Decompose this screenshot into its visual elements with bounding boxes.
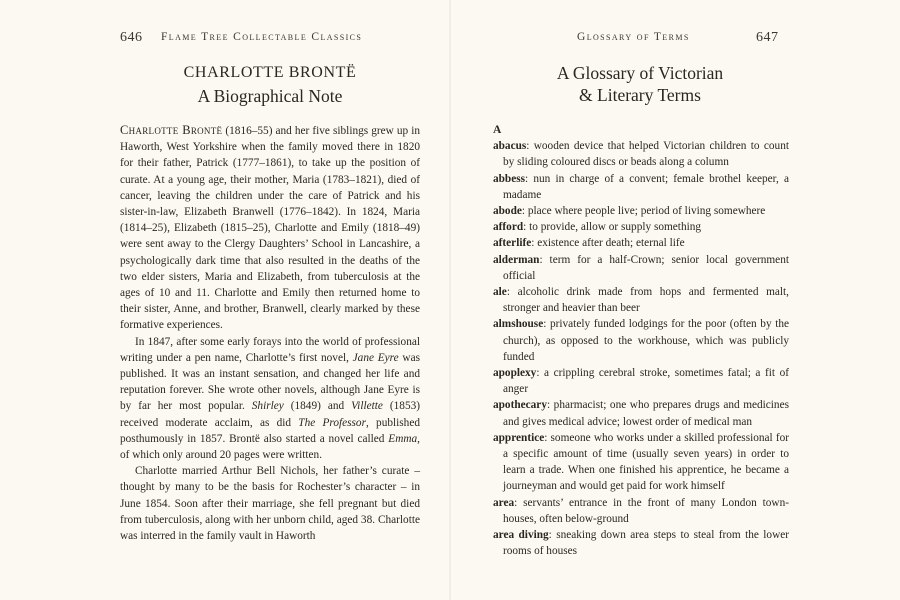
glossary-term: abbess [493,172,526,185]
left-page [80,0,450,600]
glossary-title-line2: & Literary Terms [579,85,701,105]
glossary-definition: : wooden device that helped Victorian children to count by sliding coloured discs or beads along a column [503,140,789,169]
glossary-entry [493,397,789,429]
biography-paragraph: Charlotte Brontë (1816–55) and her five siblings grew up in Haworth, West Yorkshire when the family moved there in 1820 for their father, Patrick (1777–1861), to take up the position of curate. At a young age, their mother, Maria (1783–1821), died of cancer, leaving the children under the care of Patrick and his sister-in-law, Elizabeth Branwell (1776–1842). In 1824, Maria (1814–25), Elizabeth (1815–25), Charlotte and Emily (1818–49) were sent away to the Clergy Daughters’ School in Lancashire, a psychologically dark time that also resulted in the deaths of the two elder sisters, Maria and Elizabeth, from tuberculosis at the ages of 10 and 11. Charlotte and Emily then returned home to their sister, Anne, and brother, Branwell, clearly marked by these formative experiences. [120,123,420,332]
glossary-term: apprentice [493,431,545,444]
glossary-term: afford [493,221,524,234]
biography-title-name: CHARLOTTE BRONTË [183,64,357,81]
biography-text [120,122,420,544]
glossary-term: almshouse [493,318,544,331]
glossary-definition: : alcoholic drink made from hops and fermented malt, stronger and heavier than beer [503,286,789,315]
glossary-definition: : to provide, allow or supply something [523,221,702,234]
book-title: Shirley [251,400,284,413]
glossary-term: ale [493,286,507,299]
glossary-definition: : term for a half-Crown; senior local government official [503,253,789,282]
glossary-list [493,122,789,559]
biography-title [120,63,420,108]
glossary-term: area [493,496,515,509]
right-page-number: 647 [756,30,779,45]
glossary-entry [493,284,789,316]
glossary-entry [493,203,789,219]
glossary-definition: : pharmacist; one who prepares drugs and medicines and gives medical advice; lowest order of medical man [503,399,789,428]
glossary-entry [493,495,789,527]
glossary-entry [493,138,789,170]
book-title: Emma [388,432,418,445]
glossary-definition: : a crippling cerebral stroke, sometimes fatal; a fit of anger [503,367,789,396]
glossary-term: abode [493,205,522,218]
glossary-term: abacus [493,140,527,153]
biography-title-subtitle: A Biographical Note [197,86,343,106]
glossary-title [490,62,790,106]
glossary-definition: : someone who works under a skilled professional for a specific amount of time (usually seven years) in order to learn a trade. When one finished his apprentice, he became a journeyman and would get paid for work himself [503,431,789,493]
glossary-term: afterlife [493,237,532,250]
glossary-term: area diving [493,529,549,542]
lead-name: Charlotte Brontë [120,123,223,137]
glossary-entry [493,365,789,397]
book-title: Villette [351,400,383,413]
book-title: The Professor [298,416,366,429]
right-running-head: Glossary of Terms [577,31,690,43]
glossary-entry [493,219,789,235]
glossary-entry [493,252,789,284]
book-title: Jane Eyre [352,351,399,364]
glossary-definition: : existence after death; eternal life [531,237,685,250]
biography-paragraph: Charlotte married Arthur Bell Nichols, her father’s curate – thought by many to be the basis for Rochester’s character – in June 1854. Soon after their marriage, she fell pregnant but died from tuberculosis, along with her unborn child, aged 38. Charlotte was interred in the family vault in Haworth [120,465,420,543]
glossary-term: apoplexy [493,367,537,380]
glossary-definition: : sneaking down area steps to steal from the lower rooms of houses [503,529,790,558]
glossary-entry [493,235,789,251]
biography-paragraph: In 1847, after some early forays into the world of professional writing under a pen name, Charlotte’s first novel, Jane Eyre was published. It was an instant sensation, and changed her life and reputation forever. She wrote other novels, although Jane Eyre is by far her most popular. Shirley (1849) and Villette (1853) received moderate acclaim, as did The Professor, published posthumously in 1857. Brontë also started a novel called Emma, of which only around 20 pages were written. [120,335,421,462]
glossary-entry [493,430,789,495]
left-running-head: Flame Tree Collectable Classics [161,31,363,43]
glossary-entry [493,527,789,559]
right-page [450,0,820,600]
glossary-section-letter: A [493,124,502,136]
glossary-title-line1: A Glossary of Victorian [556,63,724,83]
glossary-definition: : place where people live; period of living somewhere [521,205,766,218]
glossary-entry [493,316,789,365]
glossary-definition: : privately funded lodgings for the poor (often by the church), as opposed to the workhouse, which was publicly funded [503,318,789,363]
left-page-number: 646 [120,30,143,45]
glossary-entry [493,171,789,203]
glossary-definition: : servants’ entrance in the front of many London town-houses, often below-ground [503,496,789,525]
glossary-term: apothecary [493,399,547,412]
glossary-term: alderman [493,253,540,266]
glossary-definition: : nun in charge of a convent; female brothel keeper, a madame [503,172,789,201]
